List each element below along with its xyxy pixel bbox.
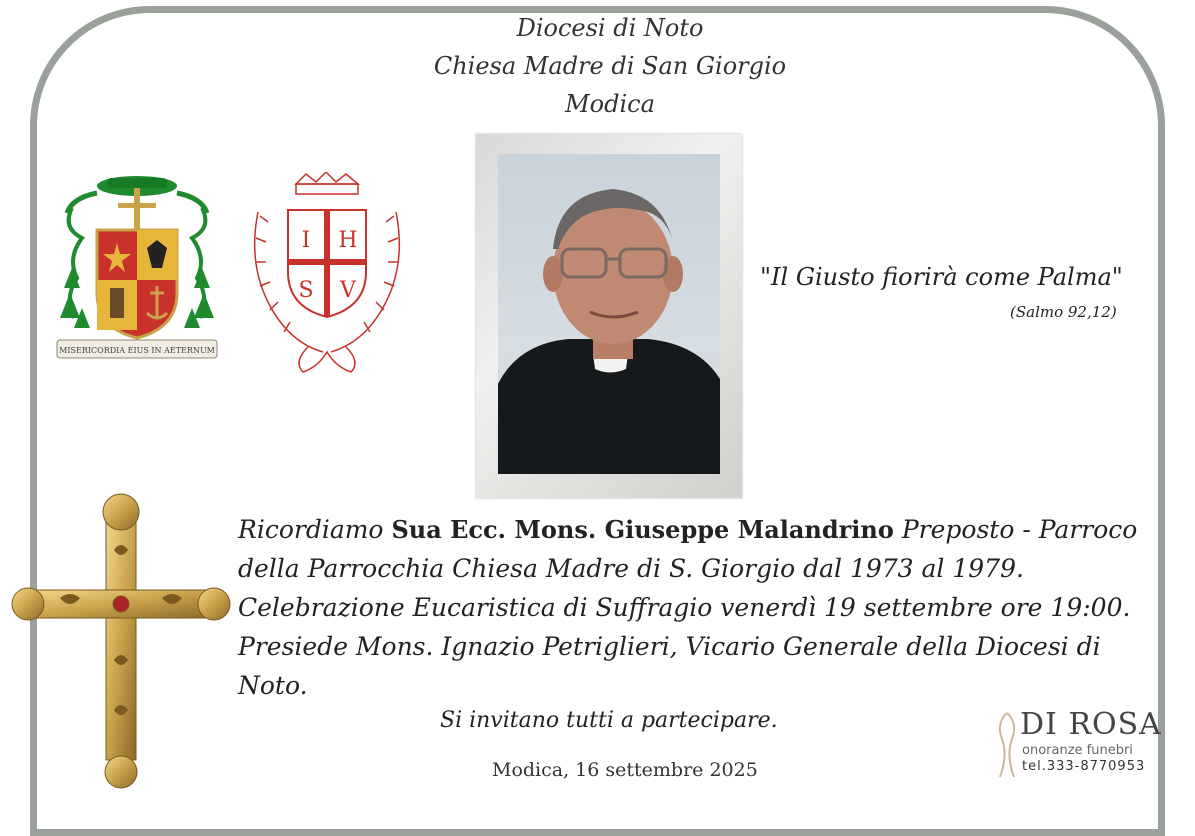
portrait-photo xyxy=(498,154,720,474)
emblem-letter-i: I xyxy=(301,228,311,253)
diocese-name: Diocesi di Noto xyxy=(516,14,704,42)
brand-phone: tel.333-8770953 xyxy=(1022,759,1146,774)
honoree-name: Sua Ecc. Mons. Giuseppe Malandrino xyxy=(391,515,894,544)
ribbon-icon xyxy=(994,709,1020,781)
emblem-letter-h: H xyxy=(338,228,358,253)
announcement-details: Preposto - Parroco della Parrocchia Chiesa Madre di S. Giorgio dal 1973 al 1979. Celebrazione Eucaristica di Suffragio venerdì 19 settembre ore 19:00. Presiede Mons. Ignazio Petriglieri, Vicario Generale della Diocesi di Noto. xyxy=(238,515,1138,700)
emblem-letter-s: S xyxy=(298,278,314,303)
place-date: Modica, 16 settembre 2025 xyxy=(492,759,758,781)
ihsv-emblem-icon xyxy=(248,172,406,378)
coat-of-arms-icon xyxy=(52,168,222,368)
brand-name: DI ROSA xyxy=(1020,707,1162,742)
quote-text: "Il Giusto fiorirà come Palma" xyxy=(760,263,1123,291)
quote-reference: (Salmo 92,12) xyxy=(1010,303,1117,321)
funeral-home-logo xyxy=(990,705,1170,785)
portrait-frame xyxy=(476,134,742,498)
city-name: Modica xyxy=(565,90,655,118)
emblem-letter-v: V xyxy=(340,278,356,303)
brand-subtitle: onoranze funebri xyxy=(1022,743,1133,758)
intro-text: Ricordiamo xyxy=(238,515,392,544)
announcement-text xyxy=(238,510,1158,705)
golden-cross-icon xyxy=(10,490,232,790)
church-name: Chiesa Madre di San Giorgio xyxy=(433,52,787,80)
invitation-text: Si invitano tutti a partecipare. xyxy=(440,708,778,733)
motto-label: MISERICORDIA EIUS IN AETERNUM xyxy=(59,346,215,355)
priest-portrait-icon xyxy=(498,154,720,474)
